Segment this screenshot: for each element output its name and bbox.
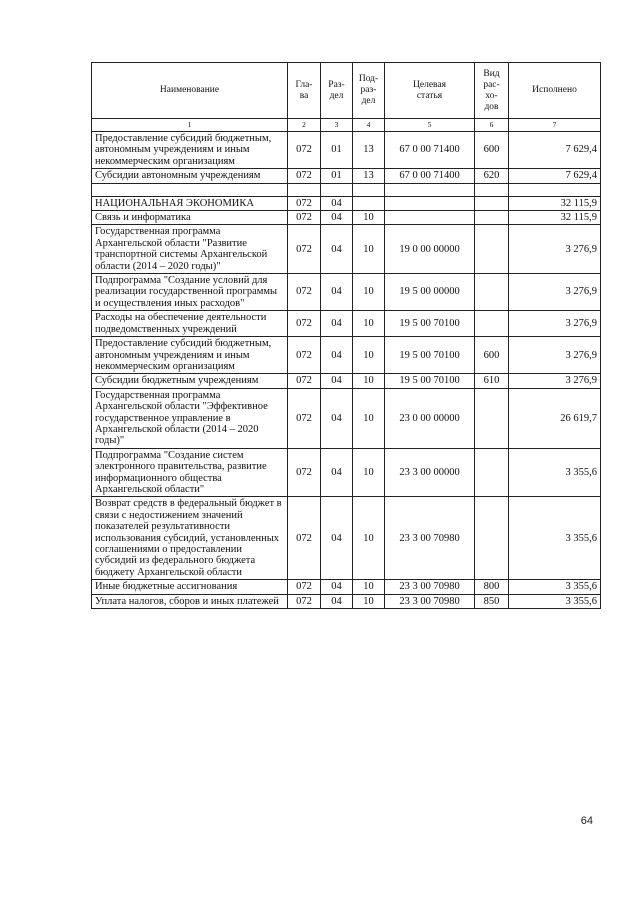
row-name-cell: Предоставление субсидий бюджетным, автономным учреждениям и иным некоммерческим организациям	[92, 132, 288, 169]
row-chapter-cell	[288, 183, 321, 196]
table-row	[92, 132, 601, 169]
row-chapter-cell: 072	[288, 225, 321, 274]
row-amount-cell: 3 355,6	[509, 497, 601, 580]
row-name-cell: Субсидии бюджетным учреждениям	[92, 374, 288, 388]
row-expense-type-cell	[475, 211, 509, 225]
row-chapter-cell: 072	[288, 274, 321, 311]
row-section-cell: 04	[321, 311, 353, 337]
row-amount-cell: 3 276,9	[509, 225, 601, 274]
row-name-cell: Уплата налогов, сборов и иных платежей	[92, 594, 288, 608]
header-expense-type: Вид рас- хо- дов	[475, 63, 509, 119]
column-number-row	[92, 119, 601, 132]
row-chapter-cell: 072	[288, 196, 321, 210]
row-section-cell: 04	[321, 448, 353, 497]
row-subsection-cell: 10	[353, 594, 385, 608]
row-section-cell: 04	[321, 274, 353, 311]
row-subsection-cell: 10	[353, 211, 385, 225]
header-name: Наименование	[92, 63, 288, 119]
row-target-cell: 23 3 00 70980	[385, 497, 475, 580]
row-subsection-cell: 13	[353, 132, 385, 169]
row-expense-type-cell: 800	[475, 580, 509, 594]
row-target-cell	[385, 183, 475, 196]
table-body	[92, 132, 601, 609]
row-section-cell: 04	[321, 388, 353, 448]
row-amount-cell: 32 115,9	[509, 196, 601, 210]
row-name-cell: Возврат средств в федеральный бюджет в связи с недостижением значений показателей результативности использования субсидий, установленных соглашениями о предоставлении субсидий из федерального бюджета бюджету Архангельской области	[92, 497, 288, 580]
row-subsection-cell	[353, 196, 385, 210]
row-section-cell: 04	[321, 225, 353, 274]
header-subsection: Под- раз- дел	[353, 63, 385, 119]
header-row	[92, 63, 601, 119]
row-chapter-cell: 072	[288, 497, 321, 580]
row-amount-cell: 7 629,4	[509, 169, 601, 183]
row-section-cell: 04	[321, 594, 353, 608]
row-expense-type-cell	[475, 497, 509, 580]
column-number: 7	[509, 119, 601, 132]
table-row	[92, 225, 601, 274]
row-target-cell: 67 0 00 71400	[385, 132, 475, 169]
row-chapter-cell: 072	[288, 388, 321, 448]
row-target-cell: 19 5 00 00000	[385, 274, 475, 311]
row-target-cell: 19 5 00 70100	[385, 311, 475, 337]
row-name-cell: Расходы на обеспечение деятельности подведомственных учреждений	[92, 311, 288, 337]
table-row	[92, 497, 601, 580]
row-expense-type-cell	[475, 225, 509, 274]
row-chapter-cell: 072	[288, 337, 321, 374]
row-name-cell: Государственная программа Архангельской области "Развитие транспортной системы Архангельской области (2014 – 2020 годы)"	[92, 225, 288, 274]
row-expense-type-cell: 600	[475, 337, 509, 374]
row-target-cell: 23 0 00 00000	[385, 388, 475, 448]
row-section-cell: 04	[321, 211, 353, 225]
table-row	[92, 211, 601, 225]
row-target-cell: 23 3 00 00000	[385, 448, 475, 497]
row-amount-cell: 3 355,6	[509, 448, 601, 497]
row-expense-type-cell	[475, 274, 509, 311]
row-name-cell: Подпрограмма "Создание условий для реализации государственной программы и осуществления иных расходов"	[92, 274, 288, 311]
header-target: Целевая статья	[385, 63, 475, 119]
row-expense-type-cell	[475, 311, 509, 337]
row-subsection-cell: 10	[353, 225, 385, 274]
row-chapter-cell: 072	[288, 211, 321, 225]
row-section-cell: 04	[321, 337, 353, 374]
row-subsection-cell: 10	[353, 580, 385, 594]
column-number: 6	[475, 119, 509, 132]
row-target-cell	[385, 196, 475, 210]
table-row	[92, 580, 601, 594]
column-number: 2	[288, 119, 321, 132]
row-expense-type-cell	[475, 183, 509, 196]
row-name-cell: Субсидии автономным учреждениям	[92, 169, 288, 183]
column-number: 4	[353, 119, 385, 132]
row-amount-cell: 3 276,9	[509, 311, 601, 337]
table-row	[92, 388, 601, 448]
table-row	[92, 337, 601, 374]
header-executed: Исполнено	[509, 63, 601, 119]
row-target-cell: 67 0 00 71400	[385, 169, 475, 183]
row-target-cell: 19 5 00 70100	[385, 337, 475, 374]
row-name-cell: Государственная программа Архангельской области "Эффективное государственное управление в Архангельской области (2014 – 2020 годы)"	[92, 388, 288, 448]
row-amount-cell: 3 276,9	[509, 374, 601, 388]
row-subsection-cell: 10	[353, 274, 385, 311]
row-name-cell: Иные бюджетные ассигнования	[92, 580, 288, 594]
row-amount-cell: 3 355,6	[509, 594, 601, 608]
row-expense-type-cell	[475, 388, 509, 448]
row-subsection-cell: 10	[353, 311, 385, 337]
row-name-cell: Подпрограмма "Создание систем электронного правительства, развитие информационного общества Архангельской области"	[92, 448, 288, 497]
table-row	[92, 311, 601, 337]
page-number: 64	[580, 815, 593, 827]
row-target-cell: 23 3 00 70980	[385, 594, 475, 608]
row-amount-cell	[509, 183, 601, 196]
row-section-cell	[321, 183, 353, 196]
row-section-cell: 04	[321, 580, 353, 594]
row-subsection-cell: 10	[353, 497, 385, 580]
row-chapter-cell: 072	[288, 132, 321, 169]
column-number: 5	[385, 119, 475, 132]
row-target-cell: 19 0 00 00000	[385, 225, 475, 274]
row-subsection-cell: 10	[353, 374, 385, 388]
row-target-cell: 23 3 00 70980	[385, 580, 475, 594]
row-amount-cell: 7 629,4	[509, 132, 601, 169]
row-expense-type-cell	[475, 448, 509, 497]
row-expense-type-cell: 850	[475, 594, 509, 608]
row-name-cell: Предоставление субсидий бюджетным, автономным учреждениям и иным некоммерческим организациям	[92, 337, 288, 374]
table-row	[92, 196, 601, 210]
row-chapter-cell: 072	[288, 580, 321, 594]
row-amount-cell: 3 355,6	[509, 580, 601, 594]
table-spacer-row	[92, 183, 601, 196]
column-number: 1	[92, 119, 288, 132]
row-expense-type-cell: 610	[475, 374, 509, 388]
column-number: 3	[321, 119, 353, 132]
row-subsection-cell: 13	[353, 169, 385, 183]
row-section-cell: 04	[321, 196, 353, 210]
table-row	[92, 374, 601, 388]
row-subsection-cell	[353, 183, 385, 196]
row-expense-type-cell	[475, 196, 509, 210]
row-name-cell: НАЦИОНАЛЬНАЯ ЭКОНОМИКА	[92, 196, 288, 210]
row-name-cell	[92, 183, 288, 196]
row-subsection-cell: 10	[353, 337, 385, 374]
table-row	[92, 594, 601, 608]
row-amount-cell: 3 276,9	[509, 274, 601, 311]
row-target-cell	[385, 211, 475, 225]
row-section-cell: 04	[321, 374, 353, 388]
row-chapter-cell: 072	[288, 311, 321, 337]
row-chapter-cell: 072	[288, 374, 321, 388]
row-chapter-cell: 072	[288, 448, 321, 497]
table-row	[92, 448, 601, 497]
row-amount-cell: 32 115,9	[509, 211, 601, 225]
table-row	[92, 274, 601, 311]
row-expense-type-cell: 600	[475, 132, 509, 169]
row-subsection-cell: 10	[353, 448, 385, 497]
row-subsection-cell: 10	[353, 388, 385, 448]
header-section: Раз- дел	[321, 63, 353, 119]
row-chapter-cell: 072	[288, 169, 321, 183]
row-target-cell: 19 5 00 70100	[385, 374, 475, 388]
row-section-cell: 01	[321, 169, 353, 183]
budget-table	[91, 62, 601, 609]
row-section-cell: 04	[321, 497, 353, 580]
row-amount-cell: 3 276,9	[509, 337, 601, 374]
row-expense-type-cell: 620	[475, 169, 509, 183]
table-row	[92, 169, 601, 183]
header-chapter: Гла- ва	[288, 63, 321, 119]
row-section-cell: 01	[321, 132, 353, 169]
row-name-cell: Связь и информатика	[92, 211, 288, 225]
row-chapter-cell: 072	[288, 594, 321, 608]
row-amount-cell: 26 619,7	[509, 388, 601, 448]
